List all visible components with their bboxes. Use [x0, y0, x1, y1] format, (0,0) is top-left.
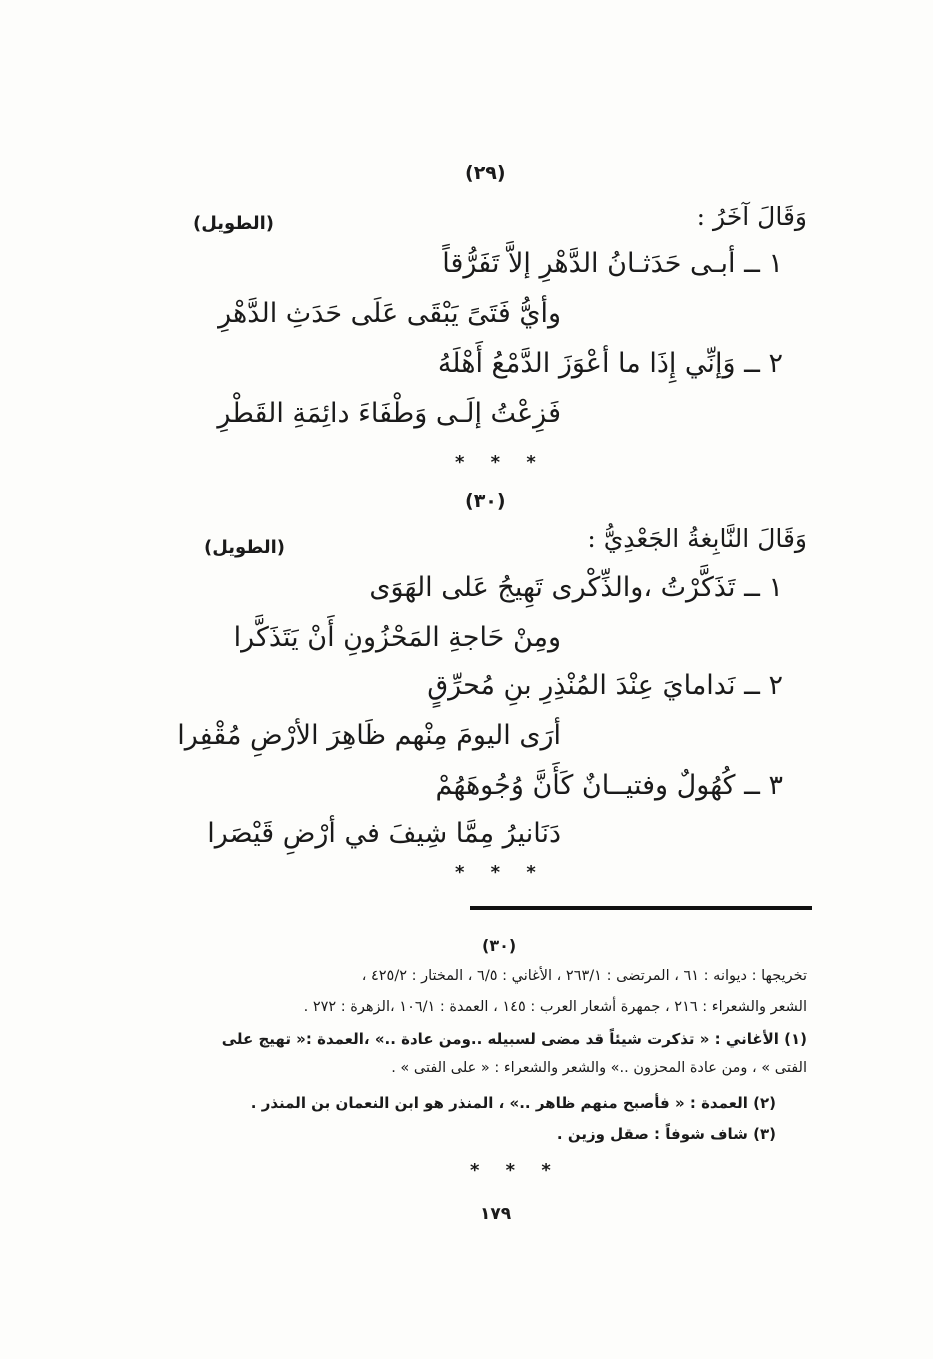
poem-29-verse-2a: ٢ ــ وَإنِّي إِذَا ما أعْوَزَ الدَّمْعُ أَهْلَهُ [437, 348, 783, 379]
poem-29-intro: وَقَالَ آخَرُ : [696, 202, 807, 231]
poem-30-verse-1a: ١ ــ تَذَكَّرْتُ ،والذِّكْرى تَهِيجُ عَلى الهَوَى [369, 572, 783, 603]
poem-30-separator: * * * [455, 862, 546, 883]
footnote-line-6: (٣) شاف شوفاً : صقل وزين . [556, 1125, 776, 1143]
footnote-rule [470, 906, 812, 910]
page-number: ١٧٩ [480, 1204, 512, 1224]
footnotes-separator: * * * [470, 1160, 561, 1181]
poem-30-verse-3b: دَنَانيرُ مِمَّا شِيفَ في أرْضِ قَيْصَرا [207, 818, 561, 849]
footnote-line-4: الفتى » ، ومن عادة المحزون ..» والشعر والشعراء : « على الفتى » . [391, 1060, 807, 1076]
poem-29-number: (٢٩) [465, 162, 506, 184]
poem-30-verse-1b: ومِنْ حَاجةِ المَحْزُونِ أَنْ يَتَذَكَّرا [233, 622, 561, 653]
poem-29-verse-1b: وأيُّ فَتَىً يَبْقَى عَلَى حَدَثِ الدَّهْرِ [218, 298, 561, 329]
poem-30-verse-3a: ٣ ــ كُهُولٌ وفتيــانٌ كَأَنَّ وُجُوهَهُمْ [435, 770, 783, 801]
poem-30-intro: وَقَالَ النَّابِغةُ الجَعْدِيُّ : [587, 524, 807, 553]
footnotes-heading: (٣٠) [482, 936, 517, 955]
footnote-line-3: (١) الأغاني : « تذكرت شيئاً قد مضى لسبيله ..ومن عادة ..» ،العمدة :« تهيج على [221, 1030, 807, 1048]
poem-30-meter: (الطويل) [204, 537, 286, 558]
poem-29-verse-2b: فَزِعْتُ إلَـى وَطْفَاءَ دائِمَةِ القَطْرِ [217, 398, 561, 429]
footnote-line-1: تخريجها : ديوانه : ٦١ ، المرتضى : ٢٦٣/١ ، الأغاني : ٦/٥ ، المختار : ٤٢٥/٢ ، [361, 968, 807, 984]
poem-30-number: (٣٠) [465, 490, 506, 512]
footnote-line-2: الشعر والشعراء : ٢١٦ ، جمهرة أشعار العرب : ١٤٥ ، العمدة : ١٠٦/١ ،الزهرة : ٢٧٢ . [303, 999, 807, 1015]
poem-29-verse-1a: ١ ــ أبـى حَدَثـانُ الدَّهْرِ إلاَّ تَفَرُّقاً [442, 248, 783, 279]
poem-29-separator: * * * [455, 452, 546, 473]
footnote-line-5: (٢) العمدة : « فأصبح منهم ظاهر ..» ، المنذر هو ابن النعمان بن المنذر . [250, 1094, 776, 1112]
poem-30-verse-2a: ٢ ــ نَدامايَ عِنْدَ المُنْذِرِ بنِ مُحرِّقٍ [427, 670, 783, 701]
poem-30-verse-2b: أرَى اليومَ مِنْهم ظَاهِرَ الأرْضِ مُقْفِرا [177, 720, 561, 751]
poem-29-meter: (الطويل) [193, 213, 275, 234]
